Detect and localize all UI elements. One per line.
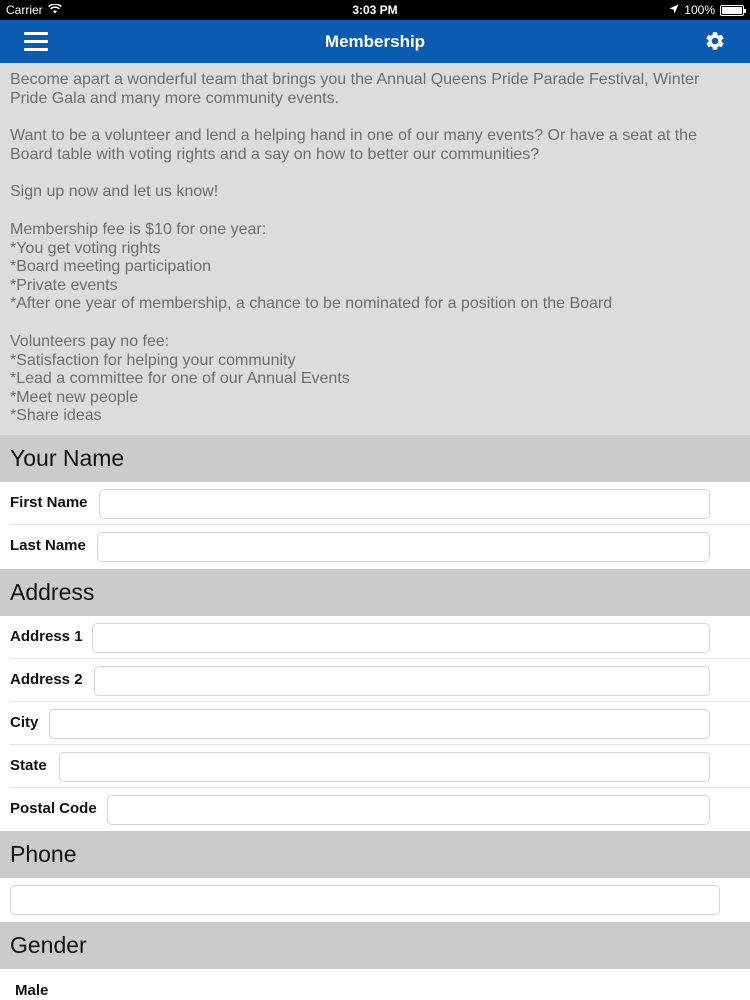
intro-paragraph: Sign up now and let us know! [10, 183, 219, 201]
postal-code-label: Postal Code [10, 800, 97, 817]
page-title: Membership [324, 32, 426, 51]
address1-row [0, 616, 750, 659]
address2-field[interactable] [94, 666, 710, 696]
address2-row [0, 659, 750, 702]
last-name-field[interactable] [97, 532, 710, 562]
address2-label: Address 2 [10, 671, 83, 688]
last-name-row [0, 525, 750, 568]
address1-label: Address 1 [10, 628, 83, 645]
status-bar [0, 0, 750, 20]
battery-fill [722, 7, 742, 14]
gender-option-male[interactable] [0, 969, 750, 1000]
state-label: State [10, 757, 47, 774]
intro-paragraph: Become apart a wonderful team that brings you the Annual Queens Pride Parade Festival, Winter Pride Gala and many more community events. [10, 71, 700, 107]
location-arrow-icon [669, 3, 679, 17]
section-header-name: Your Name [0, 435, 750, 482]
city-row [0, 702, 750, 745]
intro-paragraph: Volunteers pay no fee: *Satisfaction for helping your community *Lead a committee for one of our Annual Events *Meet new people *Share ideas [10, 332, 350, 425]
nav-bar [0, 20, 750, 63]
gender-option-label: Male [15, 982, 49, 999]
city-field[interactable] [49, 709, 710, 739]
city-label: City [10, 714, 39, 731]
postal-code-field[interactable] [107, 795, 710, 825]
carrier-label: Carrier [6, 3, 43, 17]
intro-text [0, 63, 750, 435]
intro-paragraph: Want to be a volunteer and lend a helping hand in one of our many events? Or have a seat at the Board table with voting rights and a say on how to better our communities? [10, 127, 697, 163]
first-name-field[interactable] [99, 489, 710, 519]
state-row [0, 745, 750, 788]
battery-icon [720, 5, 744, 16]
first-name-label: First Name [10, 494, 88, 511]
section-header-address: Address [0, 569, 750, 616]
first-name-row [0, 482, 750, 525]
state-field[interactable] [59, 752, 710, 782]
section-header-phone: Phone [0, 831, 750, 878]
phone-field[interactable] [10, 885, 720, 915]
gear-icon[interactable] [704, 30, 726, 52]
section-header-gender: Gender [0, 922, 750, 969]
phone-row [0, 878, 750, 921]
intro-paragraph: Membership fee is $10 for one year: *You get voting rights *Board meeting participation *Private events *After one year of membership, a chance to be nominated for a position on the Board [10, 220, 613, 313]
status-right [669, 3, 744, 17]
status-time: 3:03 PM [352, 3, 398, 17]
address1-field[interactable] [92, 623, 710, 653]
last-name-label: Last Name [10, 537, 86, 554]
postal-code-row [0, 788, 750, 831]
battery-percent: 100% [684, 3, 715, 17]
